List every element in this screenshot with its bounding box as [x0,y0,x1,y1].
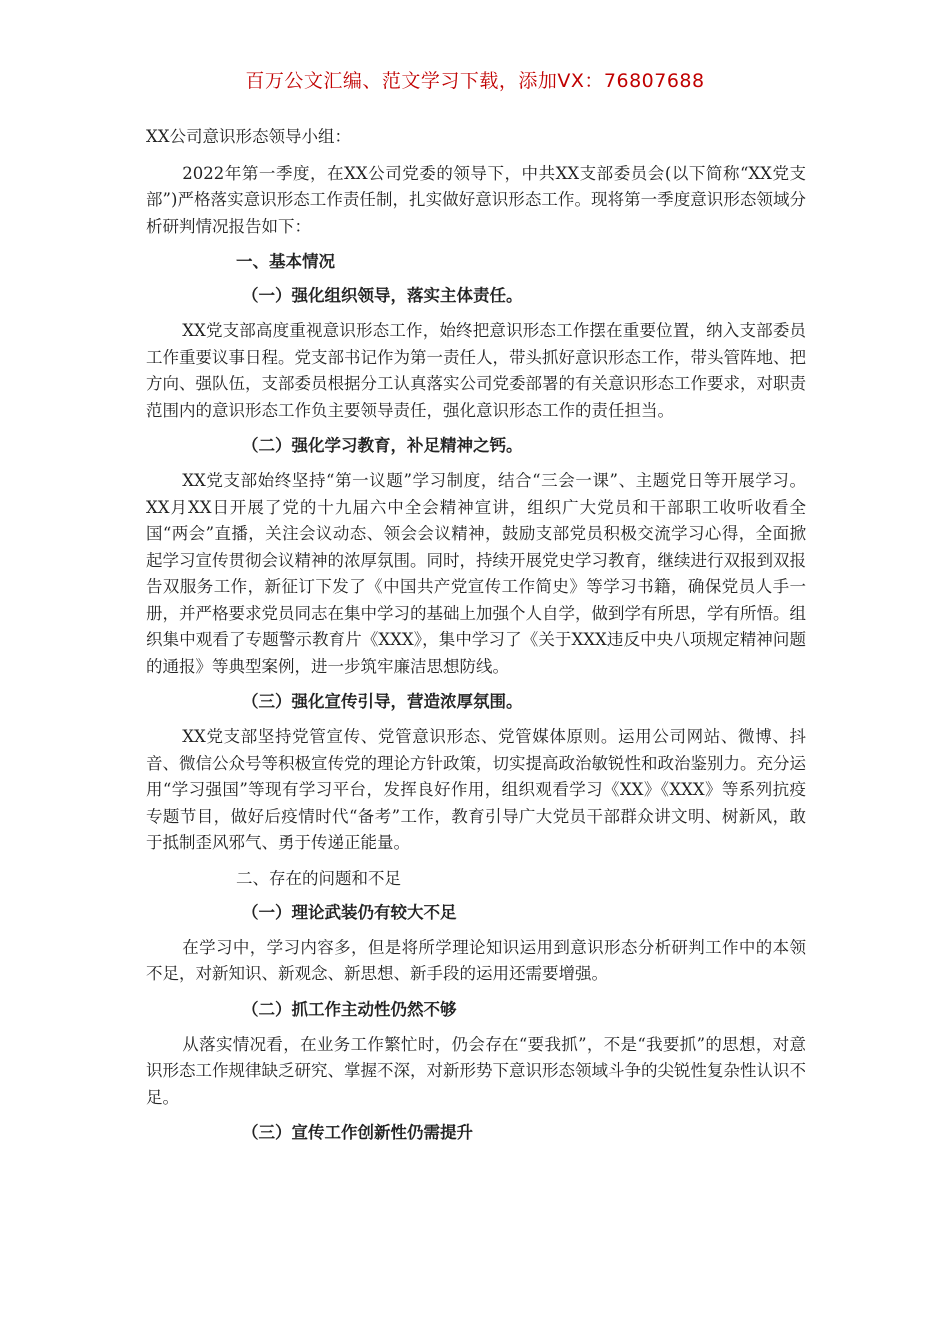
promo-banner: 百万公文汇编、范文学习下载，添加VX：76807688 [245,70,705,92]
subsection-heading-organization: （一）强化组织领导，落实主体责任。 [242,286,523,305]
paragraph-publicity: XX党支部坚持党管宣传、党管意识形态、党管媒体原则。运用公司网站、微博、抖音、微信公众号等积极宣传党的理论方针政策，切实提高政治敏锐性和政治鉴别力。充分运用“学习强国”等现有学习平台，发挥良好作用，组织观看学习《XX》《XXX》等系列抗疫专题节目，做好后疫情时代“备考”工作，教育引导广大党员干部群众讲文明、树新风，敢于抵制歪风邪气、勇于传递正能量。 [146,727,806,852]
intro-paragraph: 2022年第一季度，在XX公司党委的领导下，中共XX支部委员会(以下简称“XX党支部”)严格落实意识形态工作责任制，扎实做好意识形态工作。现将第一季度意识形态领域分析研判情况报告如下： [146,163,806,236]
section-heading-basic-situation: 一、基本情况 [236,252,335,271]
document-body [146,124,806,1155]
subsection-heading-study: （二）强化学习教育，补足精神之钙。 [242,436,523,455]
subsection-heading-publicity: （三）强化宣传引导，营造浓厚氛围。 [242,692,523,711]
subsection-heading-innovation: （三）宣传工作创新性仍需提升 [242,1123,473,1142]
paragraph-initiative: 从落实情况看，在业务工作繁忙时，仍会存在“要我抓”，不是“我要抓”的思想，对意识形态工作规律缺乏研究、掌握不深，对新形势下意识形态领域斗争的尖锐性复杂性认识不足。 [146,1034,806,1107]
paragraph-organization: XX党支部高度重视意识形态工作，始终把意识形态工作摆在重要位置，纳入支部委员工作重要议事日程。党支部书记作为第一责任人，带头抓好意识形态工作，带头管阵地、把方向、强队伍，支部委员根据分工认真落实公司党委部署的有关意识形态工作要求，对职责范围内的意识形态工作负主要领导责任，强化意识形态工作的责任担当。 [146,321,806,420]
salutation: XX公司意识形态领导小组： [146,127,351,146]
subsection-heading-initiative: （二）抓工作主动性仍然不够 [242,999,457,1019]
subsection-heading-theory: （一）理论武装仍有较大不足 [242,902,457,922]
section-heading-problems: 二、存在的问题和不足 [236,868,401,888]
paragraph-theory: 在学习中，学习内容多，但是将所学理论知识运用到意识形态分析研判工作中的本领不足，对新知识、新观念、新思想、新手段的运用还需要增强。 [146,937,806,983]
paragraph-study: XX党支部始终坚持“第一议题”学习制度，结合“三会一课”、主题党日等开展学习。XX月XX日开展了党的十九届六中全会精神宣讲，组织广大党员和干部职工收听收看全国“两会”直播，关注会议动态、领会会议精神，鼓励支部党员积极交流学习心得，全面掀起学习宣传贯彻会议精神的浓厚氛围。同时，持续开展党史学习教育，继续进行双报到双报告双服务工作，新征订下发了《中国共产党宣传工作简史》等学习书籍，确保党员人手一册，并严格要求党员同志在集中学习的基础上加强个人自学，做到学有所思，学有所悟。组织集中观看了专题警示教育片《XXX》，集中学习了《关于XXX违反中央八项规定精神问题的通报》等典型案例，进一步筑牢廉洁思想防线。 [146,471,806,676]
